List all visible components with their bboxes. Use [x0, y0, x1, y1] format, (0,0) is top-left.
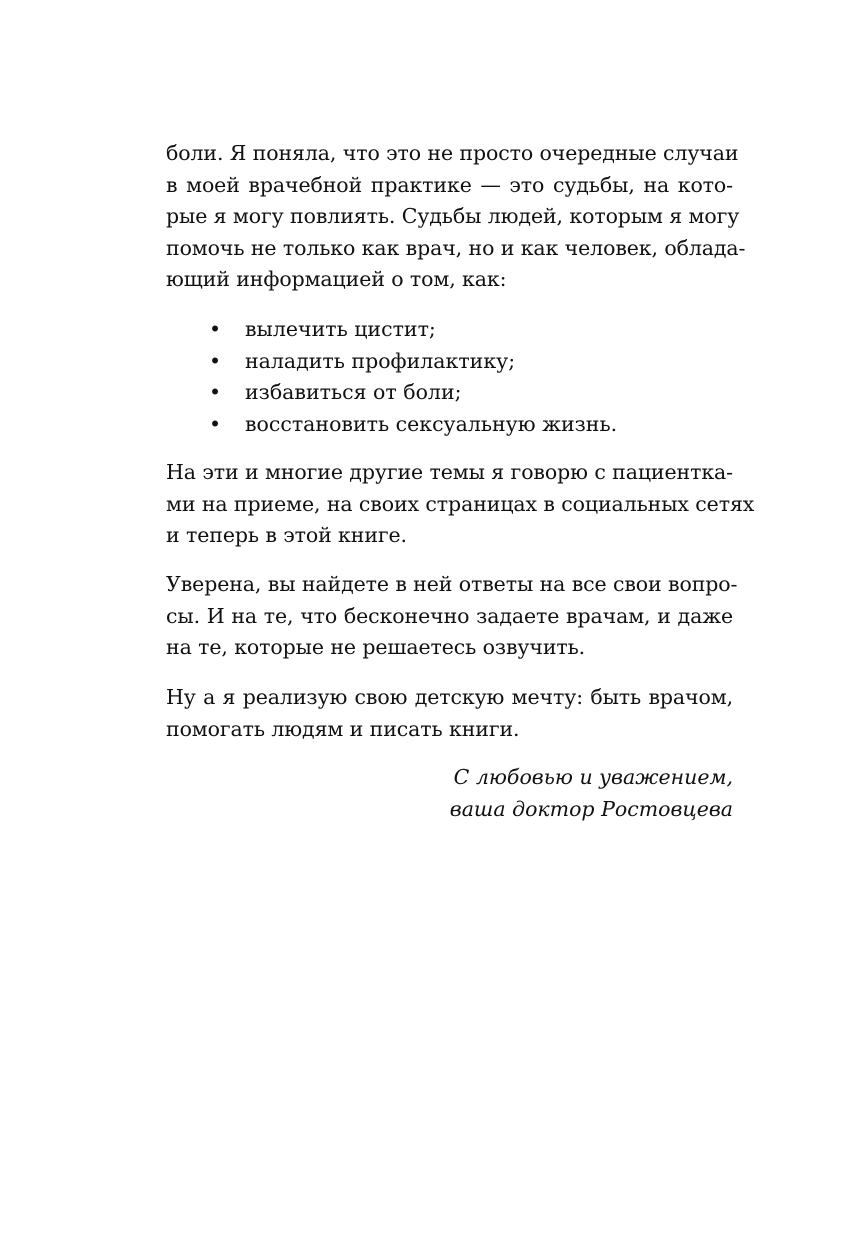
paragraph-answers — [166, 569, 738, 664]
text-line: на те, которые не решаетесь озвучить. — [166, 635, 586, 659]
text-line: ющий информацией о том, как: — [166, 267, 507, 291]
paragraph-intro — [166, 138, 746, 296]
list-item — [166, 346, 733, 378]
signature-author: ваша доктор Ростовцева — [449, 796, 733, 821]
bullet-icon: • — [209, 348, 222, 373]
text-line: Уверена, вы найдете в ней ответы на все свои вопро- — [166, 572, 738, 596]
list-item-text: вылечить цистит; — [245, 317, 436, 341]
list-item-text: наладить профилактику; — [245, 348, 516, 373]
text-line: помочь не только как врач, но и как человек, облада- — [166, 235, 746, 260]
list-item — [166, 409, 733, 441]
bullet-icon: • — [209, 411, 222, 436]
text-line: помогать людям и писать книги. — [166, 716, 520, 741]
text-line: ми на приеме, на своих страницах в социальных сетях — [166, 491, 755, 516]
paragraph-dream — [166, 682, 733, 745]
text-line: сы. И на те, что бесконечно задаете врачам, и даже — [166, 603, 733, 628]
text-line: и теперь в этой книге. — [166, 523, 407, 547]
text-line: боли. Я поняла, что это не просто очередные случаи — [166, 141, 739, 165]
list-item — [166, 377, 733, 409]
signature — [233, 762, 733, 825]
list-item — [166, 314, 733, 346]
text-line: На эти и многие другие темы я говорю с пациентка- — [166, 460, 733, 484]
list-item-text: восстановить сексуальную жизнь. — [245, 411, 618, 436]
text-line: Ну а я реализую свою детскую мечту: быть врачом, — [166, 685, 733, 709]
paragraph-topics — [166, 457, 755, 552]
text-line: в моей врачебной практике — это судьбы, на кото- — [166, 172, 733, 197]
list-item-text: избавиться от боли; — [245, 380, 462, 404]
bullet-icon: • — [209, 317, 222, 341]
bullet-icon: • — [209, 380, 222, 404]
bullet-list — [166, 314, 733, 440]
text-line: рые я могу повлиять. Судьбы людей, которым я могу — [166, 204, 740, 228]
signature-line: С любовью и уважением, — [453, 765, 733, 789]
